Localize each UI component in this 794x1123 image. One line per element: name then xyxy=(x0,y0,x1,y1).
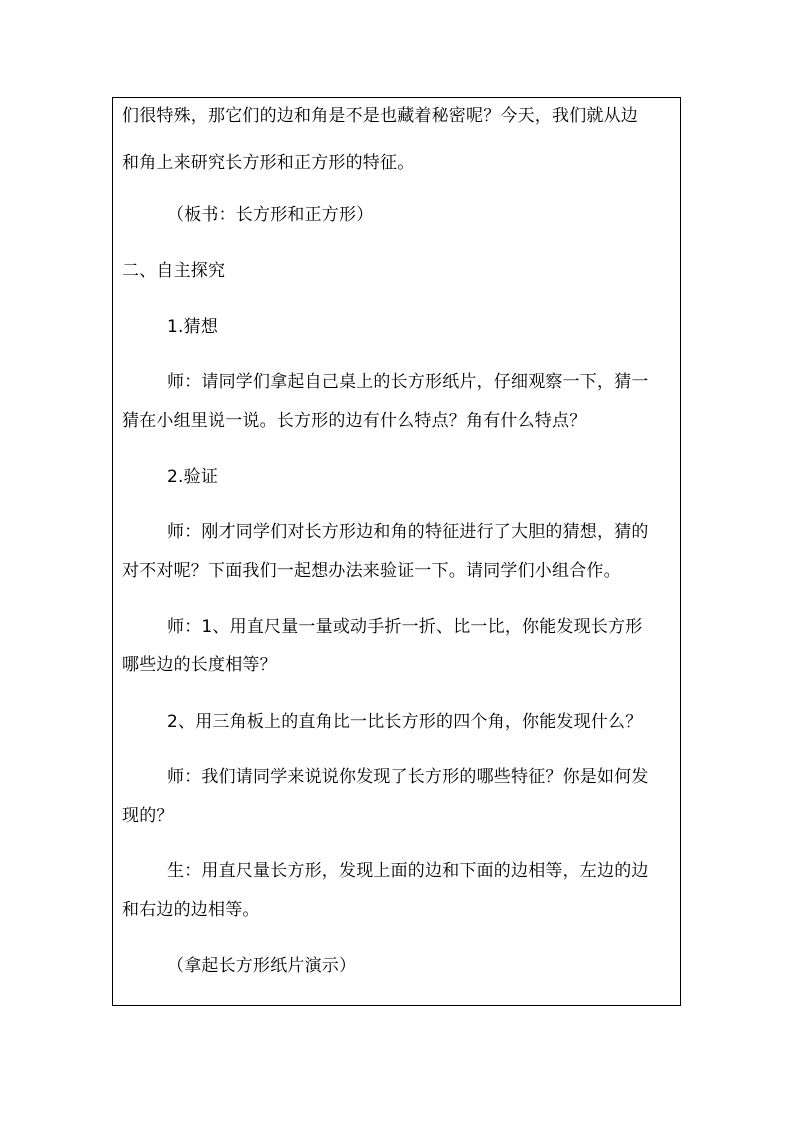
text-line: 现的？ xyxy=(122,806,174,826)
text-line: 师：1、用直尺量一量或动手折一折、比一比，你能发现长方形 xyxy=(167,617,643,637)
text-line: 师：请同学们拿起自己桌上的长方形纸片，仔细观察一下，猜一 xyxy=(167,372,649,392)
text-line: 和右边的边相等。 xyxy=(122,900,260,920)
text-line: （拿起长方形纸片演示） xyxy=(167,956,357,976)
text-line: 师：我们请同学来说说你发现了长方形的哪些特征？你是如何发 xyxy=(167,767,649,787)
subsection-heading: 1.猜想 xyxy=(167,317,219,337)
text-line: 们很特殊，那它们的边和角是不是也藏着秘密呢？今天，我们就从边 xyxy=(122,106,638,126)
text-line: （板书：长方形和正方形） xyxy=(167,205,374,225)
text-line: 2、用三角板上的直角比一比长方形的四个角，你能发现什么？ xyxy=(167,712,643,732)
text-line: 哪些边的长度相等？ xyxy=(122,655,277,675)
text-line: 师：刚才同学们对长方形边和角的特征进行了大胆的猜想，猜的 xyxy=(167,522,649,542)
text-line: 猜在小组里说一说。长方形的边有什么特点？角有什么特点？ xyxy=(122,411,587,431)
document-table-cell xyxy=(112,97,681,1006)
text-line: 生：用直尺量长方形，发现上面的边和下面的边相等，左边的边 xyxy=(167,861,649,881)
section-heading: 二、自主探究 xyxy=(122,261,226,281)
subsection-heading: 2.验证 xyxy=(167,467,219,487)
text-line: 对不对呢？下面我们一起想办法来验证一下。请同学们小组合作。 xyxy=(122,561,621,581)
text-line: 和角上来研究长方形和正方形的特征。 xyxy=(122,153,415,173)
